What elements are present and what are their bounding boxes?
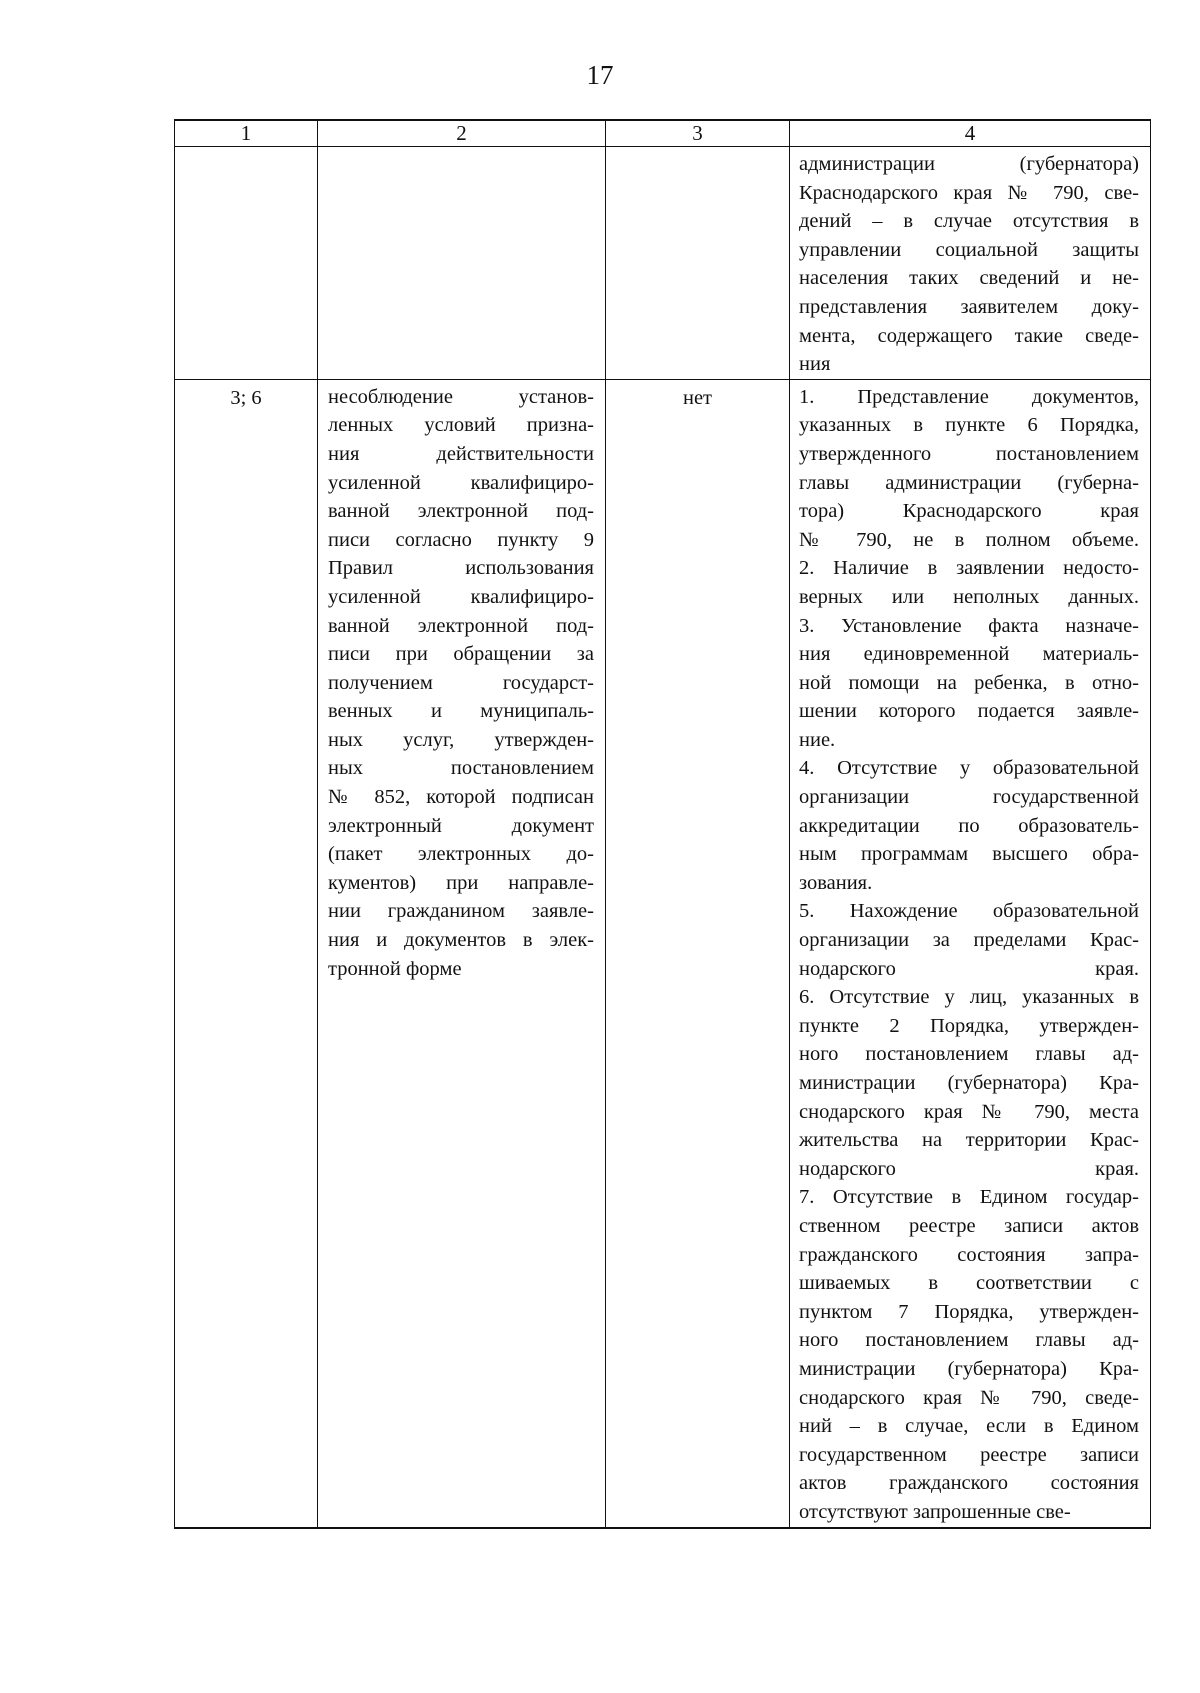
text-line: нии гражданином заявле- <box>328 900 594 923</box>
text-line: главы администрации (губерна- <box>799 471 1139 494</box>
text-line: № 852, которой подписан <box>328 786 594 809</box>
text-line: усиленной квалифициро- <box>328 471 594 494</box>
text-line: пункте 2 Порядка, утвержден- <box>799 1014 1139 1037</box>
text-line: 6. Отсутствие у лиц, указанных в <box>799 986 1139 1009</box>
text-line: шении которого подается заявле- <box>799 700 1139 723</box>
text-line: писи при обращении за <box>328 643 594 666</box>
document-table <box>174 119 1151 1529</box>
text-line: тора) Краснодарского края <box>799 500 1139 523</box>
text-line: аккредитации по образователь- <box>799 814 1139 837</box>
text-line: 2. Наличие в заявлении недосто- <box>799 557 1139 580</box>
row-2-col-4 <box>790 379 1151 1527</box>
text-line: 3. Установление факта назначе- <box>799 614 1139 637</box>
text-line: министрации (губернатора) Кра- <box>799 1357 1139 1380</box>
text-line: ных услуг, утвержден- <box>328 728 594 751</box>
text-line: шиваемых в соответствии с <box>799 1272 1139 1295</box>
text-line: отсутствуют запрошенные све- <box>799 1500 1071 1523</box>
text-line: писи согласно пункту 9 <box>328 528 594 551</box>
text-line: 5. Нахождение образовательной <box>799 900 1139 923</box>
text-line: верных или неполных данных. <box>799 585 1139 608</box>
text-line: указанных в пункте 6 Порядка, <box>799 414 1139 437</box>
text-line: нодарского края. <box>799 1157 1139 1180</box>
text-line: ванной электронной под- <box>328 614 594 637</box>
text-line: организации государственной <box>799 786 1139 809</box>
text-line: № 790, не в полном объеме. <box>799 528 1139 551</box>
text-line: венных и муниципаль- <box>328 700 594 723</box>
row-2-col-3: нет <box>606 379 790 1527</box>
row-2-col-2 <box>318 379 606 1527</box>
table-header-row <box>175 120 1151 147</box>
text-line: усиленной квалифициро- <box>328 585 594 608</box>
text-line: тронной форме <box>328 957 462 980</box>
text-line: Краснодарского края № 790, све- <box>799 181 1139 204</box>
table-row <box>175 379 1151 1527</box>
text-line: населения таких сведений и не- <box>799 267 1139 290</box>
text-line: утвержденного постановлением <box>799 442 1139 465</box>
header-col-1: 1 <box>175 120 318 147</box>
text-line: гражданского состояния запра- <box>799 1243 1139 1266</box>
text-line: актов гражданского состояния <box>799 1472 1139 1495</box>
page-number: 17 <box>586 60 614 90</box>
text-line: администрации (губернатора) <box>799 153 1139 175</box>
text-line: ной помощи на ребенка, в отно- <box>799 671 1139 694</box>
table-row <box>175 147 1151 380</box>
text-line: снодарского края № 790, сведе- <box>799 1386 1139 1409</box>
row-1-col-1 <box>175 147 318 380</box>
text-line: ний – в случае, если в Едином <box>799 1415 1139 1438</box>
row-1-col-4 <box>790 147 1151 380</box>
text-line: ние. <box>799 728 836 751</box>
text-line: снодарского края № 790, места <box>799 1100 1139 1123</box>
text-line: кументов) при направле- <box>328 871 594 894</box>
text-line: ния единовременной материаль- <box>799 643 1139 666</box>
text-line: пунктом 7 Порядка, утвержден- <box>799 1300 1139 1323</box>
text-line: несоблюдение установ- <box>328 385 594 408</box>
text-line: ванной электронной под- <box>328 500 594 523</box>
text-line: ного постановлением главы ад- <box>799 1043 1139 1066</box>
row-2-col-1: 3; 6 <box>175 379 318 1527</box>
text-line: 4. Отсутствие у образовательной <box>799 757 1139 780</box>
text-line: жительства на территории Крас- <box>799 1129 1139 1152</box>
text-line: управлении социальной защиты <box>799 238 1139 261</box>
text-line: министрации (губернатора) Кра- <box>799 1072 1139 1094</box>
text-line: ленных условий призна- <box>328 414 594 437</box>
row-1-col-2 <box>318 147 606 380</box>
header-col-4: 4 <box>790 120 1151 147</box>
text-line: (пакет электронных до- <box>328 843 594 866</box>
text-line: электронный документ <box>328 814 594 837</box>
text-line: ным программам высшего обра- <box>799 843 1139 866</box>
text-line: зования. <box>799 871 873 894</box>
text-line: 1. Представление документов, <box>799 385 1139 408</box>
text-line: представления заявителем доку- <box>799 295 1139 318</box>
text-line: ного постановлением главы ад- <box>799 1329 1139 1352</box>
text-line: ния действительности <box>328 442 594 465</box>
text-line: получением государст- <box>328 671 594 694</box>
text-line: ния и документов в элек- <box>328 929 594 952</box>
text-line: нодарского края. <box>799 957 1139 980</box>
text-line: 7. Отсутствие в Едином государ- <box>799 1186 1139 1209</box>
header-col-2: 2 <box>318 120 606 147</box>
text-line: мента, содержащего такие сведе- <box>799 324 1139 347</box>
text-line: государственном реестре записи <box>799 1443 1139 1466</box>
text-line: дений – в случае отсутствия в <box>799 210 1139 233</box>
header-col-3: 3 <box>606 120 790 147</box>
row-1-col-3 <box>606 147 790 380</box>
text-line: ния <box>799 353 831 376</box>
text-line: Правил использования <box>328 557 594 580</box>
text-line: организации за пределами Крас- <box>799 929 1139 952</box>
text-line: ных постановлением <box>328 757 594 780</box>
text-line: ственном реестре записи актов <box>799 1214 1139 1237</box>
